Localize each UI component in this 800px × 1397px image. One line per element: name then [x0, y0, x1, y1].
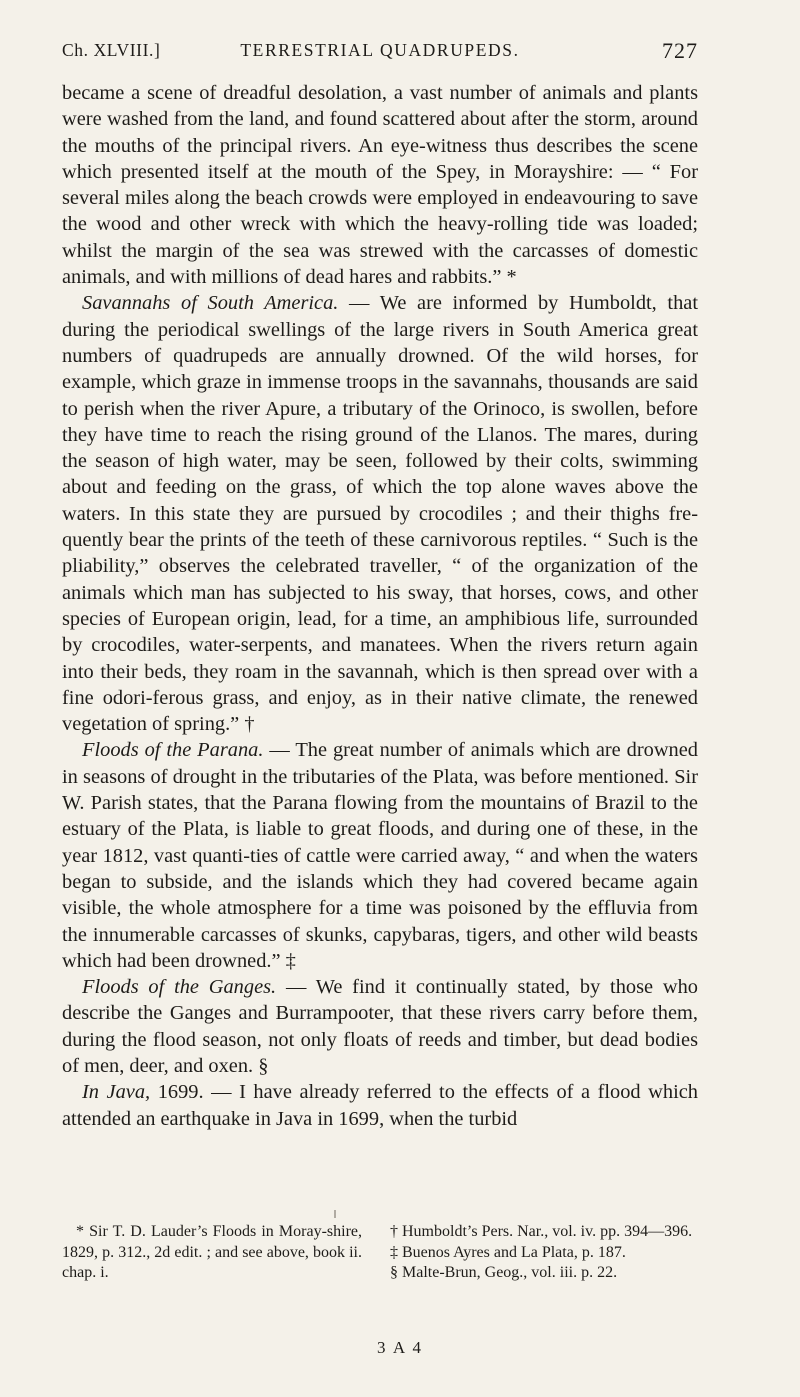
footnote-column-left — [62, 1222, 362, 1284]
paragraph-heading: In Java, — [82, 1081, 151, 1104]
body-text — [62, 80, 698, 1132]
page-number: 727 — [662, 38, 698, 63]
footnote: ‡ Buenos Ayres and La Plata, p. 187. — [390, 1243, 626, 1261]
paragraph — [62, 80, 698, 290]
paragraph — [62, 290, 698, 737]
footnote-column-right — [380, 1222, 698, 1284]
paragraph-heading: Floods of the Ganges. — [82, 976, 277, 999]
paragraph — [62, 737, 698, 974]
running-title: TERRESTRIAL QUADRUPEDS. — [240, 40, 520, 60]
paragraph — [62, 1079, 698, 1132]
paragraph — [62, 974, 698, 1079]
printer-signature: 3 A 4 — [377, 1338, 423, 1357]
paragraph-text: became a scene of dreadful desolation, a vast number of animals and plants were washed from the land, and found scattered about after the storm, around the mouths of the principal rivers. An eye-witness thus describes the scene which presented itself at the mouth of the Spey, in Morayshire: — “ For several miles along the beach crowds were employed in endeavouring to save the wood and other wreck with which the heavy-rolling tide was loaded; whilst the margin of the sea was strewed with the carcasses of domestic animals, and with millions of dead hares and rabbits.” * — [62, 82, 698, 289]
footnote: § Malte-Brun, Geog., vol. iii. p. 22. — [390, 1264, 618, 1281]
paragraph-heading: Floods of the Parana. — [82, 739, 264, 762]
paragraph-heading: Savannahs of South America. — [82, 292, 339, 315]
paragraph-text: — The great number of animals which are drowned in seasons of drought in the tributaries of the Plata, was before mentioned. Sir W. Parish states, that the Parana flowing from the mountains of Brazil to the estuary of the Plata, is liable to great floods, and during one of these, in the year 1812, vast quanti-ties of cattle were carried away, “ and when the waters began to subside, and the islands which they had covered became again visible, the whole atmosphere for a time was poisoned by the effluvia from the innumerable carcasses of skunks, capybaras, tigers, and other wild beasts which had been drowned.” ‡ — [62, 739, 698, 972]
paragraph-text: 1699. — I have already referred to the effects of a flood which attended an earthquake in Java in 1699, when the turbid — [62, 1081, 698, 1130]
ink-mark — [330, 1209, 340, 1219]
paragraph-text: — We find it continually stated, by those who describe the Ganges and Burrampooter, that these rivers carry before them, during the flood season, not only floats of reeds and timber, but dead bodies of men, deer, and oxen. § — [62, 976, 698, 1077]
running-header — [62, 40, 698, 70]
chapter-reference: Ch. XLVIII.] — [62, 40, 161, 60]
footnote: † Humboldt’s Pers. Nar., vol. iv. pp. 394—396. — [390, 1223, 693, 1240]
paragraph-text: — We are informed by Humboldt, that during the periodical swellings of the large rivers in South America great numbers of quadrupeds are annually drowned. Of the wild horses, for example, which graze in immense troops in the savannahs, thousands are said to perish when the river Apure, a tributary of the Orinoco, is swollen, before they have time to reach the rising ground of the Llanos. The mares, during the season of high water, may be seen, followed by their colts, swimming about and feeding on the grass, of which the top alone waves above the waters. In this state they are pursued by crocodiles ; and their thighs fre-quently bear the prints of the teeth of these carnivorous reptiles. “ Such is the pliability,” observes the celebrated traveller, “ of the organization of the animals which man has subjected to his sway, that horses, cows, and other species of European origin, lead, for a time, an amphibious life, surrounded by crocodiles, water-serpents, and manatees. When the rivers return again into their beds, they roam in the savannah, which is then spread over with a fine odori-ferous grass, and enjoy, as in their native climate, the renewed vegetation of spring.” † — [62, 292, 698, 736]
footnote: * Sir T. D. Lauder’s Floods in Moray-shire, 1829, p. 312., 2d edit. ; and see above, book ii. chap. i. — [62, 1223, 362, 1281]
